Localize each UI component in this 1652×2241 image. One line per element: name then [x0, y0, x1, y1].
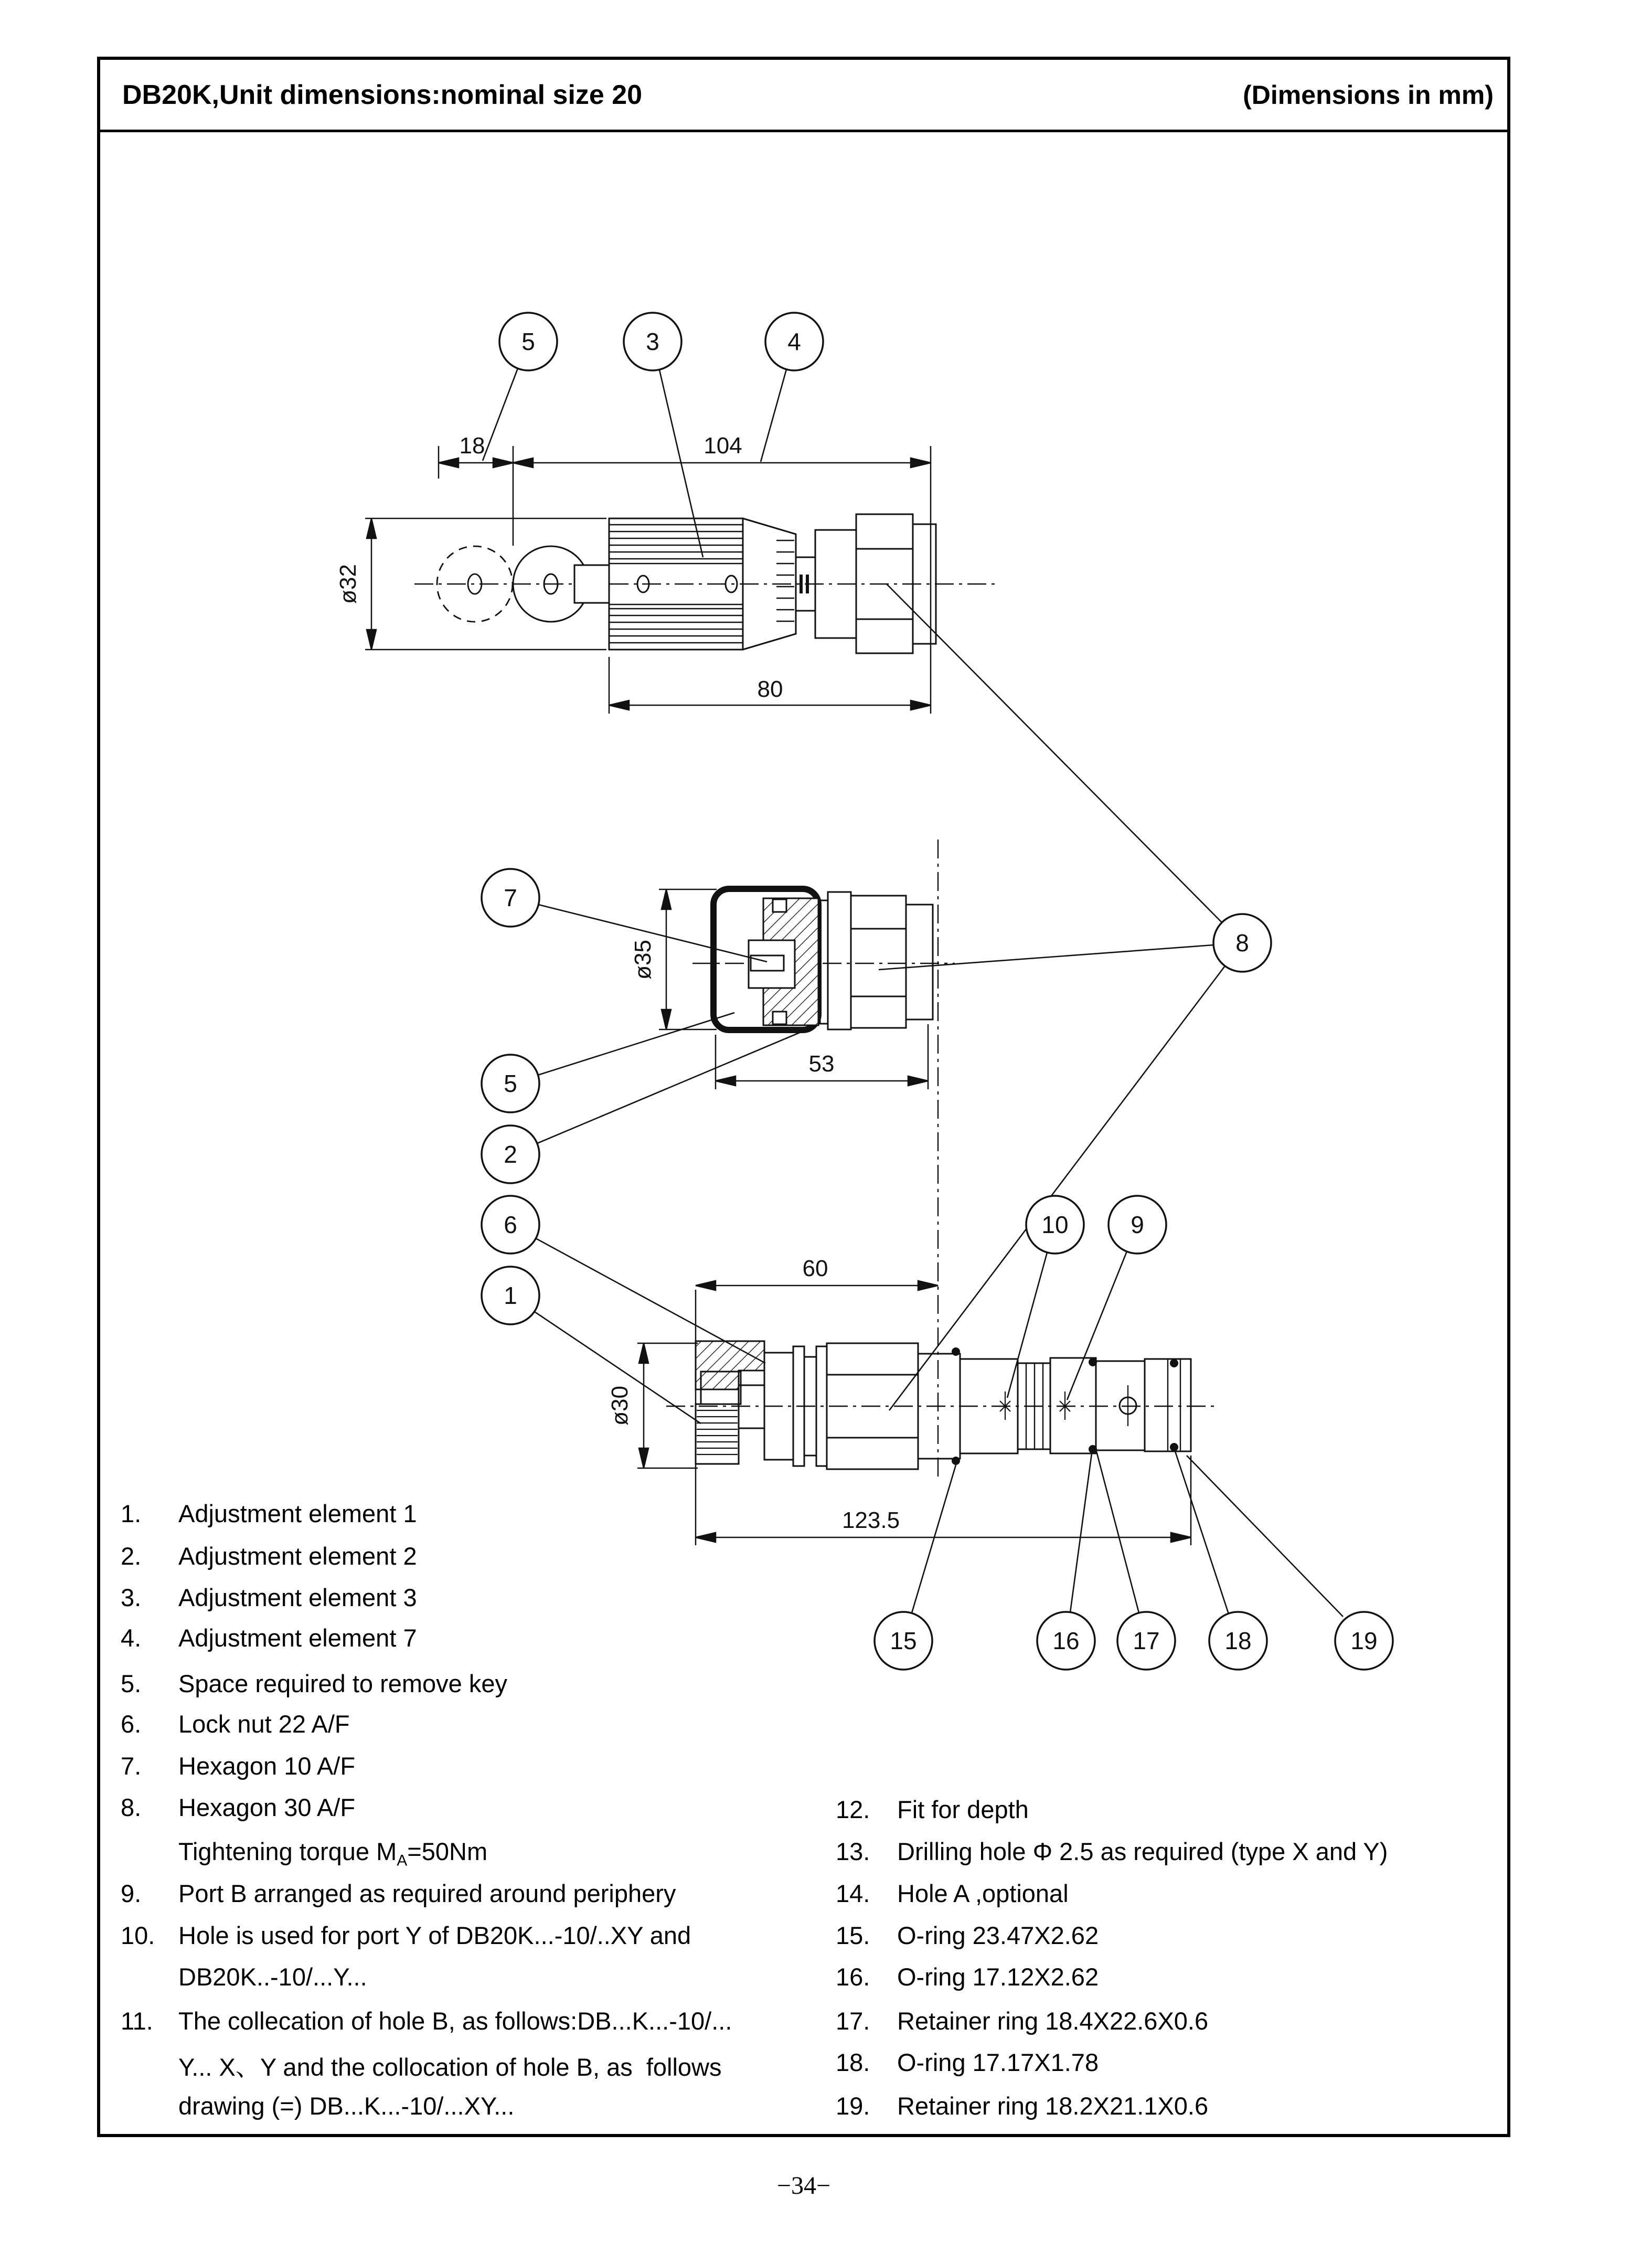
svg-text:5: 5 [521, 328, 535, 355]
balloon-4 [765, 313, 823, 370]
legend-item-2: 2. Adjustment element 2 [121, 1542, 417, 1570]
svg-text:2: 2 [504, 1141, 517, 1168]
balloon-19 [1335, 1612, 1393, 1670]
balloon-5-top [499, 313, 557, 370]
balloon-10 [1026, 1196, 1084, 1254]
legend-item-3: 3. Adjustment element 3 [121, 1584, 417, 1611]
balloon-9 [1109, 1196, 1166, 1254]
svg-text:7: 7 [504, 884, 517, 911]
legend-item-8: 8. Hexagon 30 A/F [121, 1793, 356, 1821]
balloon-6 [482, 1196, 539, 1254]
legend-item-9: 9. Port B arranged as required around periphery [121, 1879, 676, 1907]
legend-item-13: 13. Drilling hole Φ 2.5 as required (type X and Y) [836, 1838, 1388, 1865]
dim-dia35: ø35 [630, 940, 656, 980]
page-number: −34− [776, 2172, 831, 2200]
svg-text:1: 1 [504, 1282, 517, 1309]
legend-item-5: 5. Space required to remove key [121, 1670, 507, 1697]
svg-text:6: 6 [504, 1211, 517, 1238]
bottom-view-dim-labels [607, 1256, 900, 1533]
legend-item-1: 1. Adjustment element 1 [121, 1500, 417, 1527]
svg-text:4: 4 [787, 328, 801, 355]
dim-123-5: 123.5 [841, 1507, 900, 1533]
balloon-1 [482, 1267, 539, 1324]
svg-text:15: 15 [890, 1627, 917, 1654]
legend-item-6: 6. Lock nut 22 A/F [121, 1710, 350, 1738]
dim-104: 104 [704, 433, 742, 459]
legend-item-12: 12. Fit for depth [836, 1796, 1029, 1823]
legend-item-19: 19. Retainer ring 18.2X21.1X0.6 [836, 2092, 1209, 2120]
legend-item-15: 15. O-ring 23.47X2.62 [836, 1921, 1099, 1949]
svg-text:16: 16 [1052, 1627, 1080, 1654]
dim-dia30: ø30 [607, 1386, 633, 1426]
legend-item-11: 11. The collecation of hole B, as follows:DB...K...-10/... [121, 2007, 732, 2035]
legend-item-11-cont-1: Y... X、Y and the collocation of hole B, as follows [178, 2053, 722, 2081]
balloon-5-middle [482, 1055, 539, 1112]
legend-item-18: 18. O-ring 17.17X1.78 [836, 2048, 1099, 2076]
dim-dia32: ø32 [335, 564, 361, 604]
dim-18: 18 [459, 433, 485, 459]
legend-item-4: 4. Adjustment element 7 [121, 1624, 417, 1652]
dim-80: 80 [757, 676, 783, 702]
balloon-17 [1117, 1612, 1175, 1670]
top-view-dim-labels [335, 433, 783, 702]
svg-text:10: 10 [1041, 1211, 1069, 1238]
dim-60: 60 [802, 1256, 828, 1281]
legend-item-8-torque: Tightening torque $M_A=50Nm$ [178, 1838, 488, 1870]
balloon-15 [875, 1612, 932, 1670]
legend-item-11-cont-2: drawing (=) DB...K...-10/...XY... [178, 2092, 515, 2120]
svg-text:19: 19 [1350, 1627, 1378, 1654]
svg-text:5: 5 [504, 1070, 517, 1097]
balloon-3 [624, 313, 681, 370]
balloons [482, 313, 1393, 1670]
balloon-18 [1209, 1612, 1267, 1670]
balloon-2 [482, 1125, 539, 1183]
units-note: (Dimensions in mm) [1243, 80, 1494, 110]
legend-item-10-cont: DB20K..-10/...Y... [178, 1963, 367, 1991]
svg-text:8: 8 [1235, 929, 1249, 957]
legend-item-14: 14. Hole A ,optional [836, 1879, 1069, 1907]
svg-text:3: 3 [646, 328, 659, 355]
legend-item-10: 10. Hole is used for port Y of DB20K...-10/..XY and [121, 1921, 691, 1949]
svg-text:17: 17 [1133, 1627, 1160, 1654]
legend-item-7: 7. Hexagon 10 A/F [121, 1752, 356, 1780]
legend-item-17: 17. Retainer ring 18.4X22.6X0.6 [836, 2007, 1209, 2035]
svg-text:9: 9 [1131, 1211, 1144, 1238]
middle-view-drawing [692, 889, 955, 1030]
page-title: DB20K,Unit dimensions:nominal size 20 [122, 79, 643, 110]
dim-53: 53 [808, 1051, 835, 1077]
svg-text:18: 18 [1224, 1627, 1252, 1654]
top-view-drawing [414, 514, 997, 653]
bottom-view-dimensions [637, 1281, 1191, 1545]
balloon-8 [1213, 914, 1271, 972]
balloon-7 [482, 869, 539, 927]
legend-item-16: 16. O-ring 17.12X2.62 [836, 1963, 1099, 1991]
bottom-view-drawing [666, 840, 1217, 1480]
balloon-16 [1037, 1612, 1095, 1670]
